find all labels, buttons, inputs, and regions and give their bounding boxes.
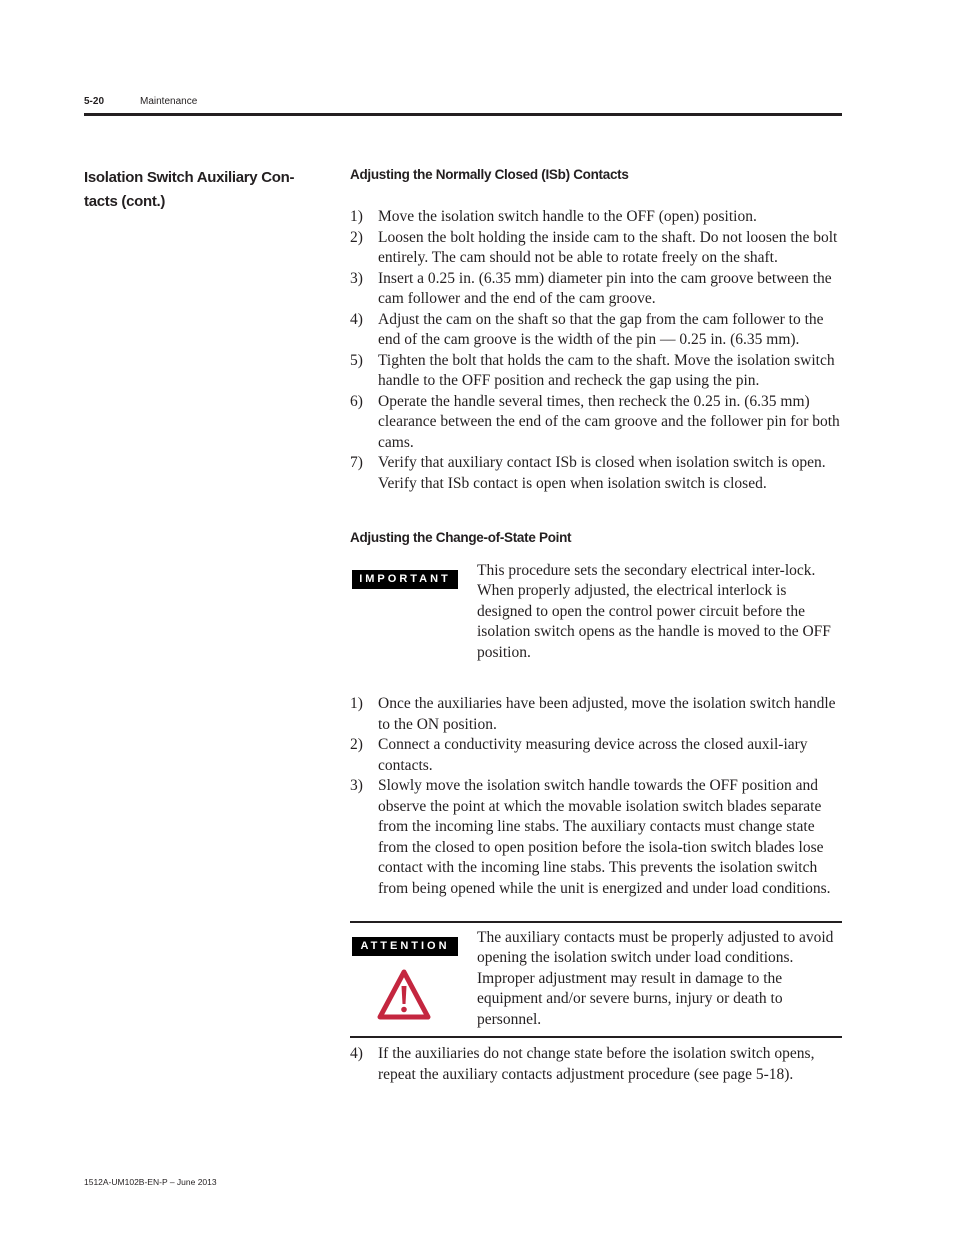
steps-list-2 <box>350 694 845 899</box>
section-heading-change-of-state: Adjusting the Change-of-State Point <box>350 530 572 545</box>
list-item: 5) Tighten the bolt that holds the cam to the shaft. Move the isolation switch handle to the OFF position and recheck the gap using the pin. <box>350 351 835 389</box>
footer-publication-id: 1512A-UM102B-EN-P – June 2013 <box>84 1177 217 1187</box>
page-number: 5-20 <box>84 96 105 107</box>
section-heading-normally-closed: Adjusting the Normally Closed (ISb) Contacts <box>350 167 629 182</box>
list-item: 4) If the auxiliaries do not change state before the isolation switch opens, repeat the auxiliary contacts adjustment procedure (see page 5-18). <box>350 1045 815 1083</box>
attention-top-rule <box>350 921 842 923</box>
list-item: 4) Adjust the cam on the shaft so that the gap from the cam follower to the end of the cam groove is the width of the pin — 0.25 in. (6.35 mm). <box>350 310 824 348</box>
warning-triangle-icon <box>376 968 432 1022</box>
list-item: 7) Verify that auxiliary contact ISb is closed when isolation switch is open. Verify that ISb contact is open when isolation switch is closed. <box>350 454 826 492</box>
list-item: 1) Move the isolation switch handle to the OFF (open) position. <box>350 208 757 225</box>
running-header: Maintenance <box>140 96 198 107</box>
header-rule <box>84 113 842 116</box>
list-item: 6) Operate the handle several times, then recheck the 0.25 in. (6.35 mm) clearance between the end of the cam groove and the follower pin for both cams. <box>350 392 840 451</box>
list-item: 2) Loosen the bolt holding the inside cam to the shaft. Do not loosen the bolt entirely. The cam should not be able to rotate freely on the shaft. <box>350 228 838 266</box>
list-item: 3) Slowly move the isolation switch handle towards the OFF position and observe the point at which the movable isolation switch blades separate from the incoming line stabs. The auxiliary contacts must change state from the closed to open position before the isola-tion switch blades lose contact with the incoming line stabs. This prevents the isolation switch from being opened while the unit is energized and under load conditions. <box>350 777 831 897</box>
side-title: Isolation Switch Auxiliary Con-tacts (cont.) <box>84 169 295 210</box>
important-badge: IMPORTANT <box>352 570 458 589</box>
list-item: 3) Insert a 0.25 in. (6.35 mm) diameter pin into the cam groove between the cam follower and the end of the cam groove. <box>350 269 832 307</box>
attention-badge: ATTENTION <box>352 937 458 956</box>
list-item: 2) Connect a conductivity measuring device across the closed auxil-iary contacts. <box>350 736 808 774</box>
attention-note: The auxiliary contacts must be properly adjusted to avoid opening the isolation switch under load conditions. Improper adjustment may result in damage to the equipment and/or severe burns, injury or death to personnel. <box>477 929 834 1028</box>
list-item: 1) Once the auxiliaries have been adjusted, move the isolation switch handle to the ON position. <box>350 695 836 733</box>
steps-list-1 <box>350 207 845 494</box>
steps-list-3 <box>350 1044 845 1085</box>
important-note: This procedure sets the secondary electrical inter-lock. When properly adjusted, the electrical interlock is designed to open the control power circuit before the isolation switch opens as the handle is moved to the OFF position. <box>477 562 831 661</box>
attention-bottom-rule <box>350 1036 842 1038</box>
